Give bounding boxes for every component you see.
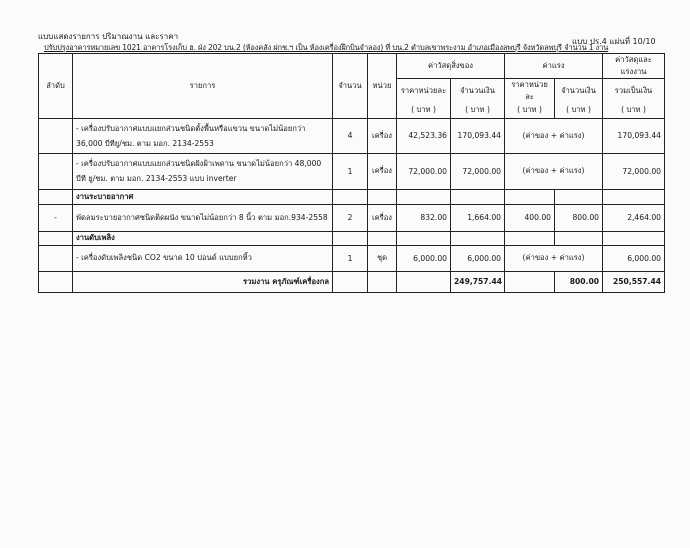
item-qty: 4 <box>333 118 368 153</box>
summary-label: รวมงาน ครุภัณฑ์เครื่องกล <box>73 271 333 292</box>
section-title: งานดับเพลิง <box>73 231 333 245</box>
header-baht: ( บาท ) <box>603 103 665 118</box>
item-description: พัดลมระบายอากาศชนิดติดผนัง ขนาดไม่น้อยกว่า 8 นิ้ว ตาม มอก.934-2558 <box>73 204 333 231</box>
header-baht: ( บาท ) <box>505 103 555 118</box>
item-description: - เครื่องปรับอากาศแบบแยกส่วนชนิดฝังฝ้าเพดาน ขนาดไม่น้อยกว่า 48,000 บีที ยู/ชม. ตาม มอก. 2134-2553 แบบ inverter <box>73 153 333 189</box>
header-total-amount: รวมเป็นเงิน <box>603 79 665 104</box>
header-total: ค่าวัสดุและแรงงาน <box>603 54 665 79</box>
summary-amount: 249,757.44 <box>451 271 505 292</box>
table-row <box>39 204 665 231</box>
header-labor: ค่าแรง <box>505 54 603 79</box>
header-no: ลำดับ <box>39 54 73 119</box>
table-row <box>39 118 665 153</box>
item-amount: 72,000.00 <box>451 153 505 189</box>
item-description: - เครื่องดับเพลิงชนิด CO2 ขนาด 10 ปอนด์ แบบยกหิ้ว <box>73 245 333 271</box>
item-total: 72,000.00 <box>603 153 665 189</box>
document-title: แบบแสดงรายการ ปริมาณงาน และราคา <box>38 32 179 41</box>
summary-total: 250,557.44 <box>603 271 665 292</box>
header-unit-price: ราคาหน่วยละ <box>397 79 451 104</box>
item-total: 6,000.00 <box>603 245 665 271</box>
header-item: รายการ <box>73 54 333 119</box>
section-row <box>39 189 665 204</box>
item-unit: เครื่อง <box>368 153 397 189</box>
item-qty: 1 <box>333 153 368 189</box>
header-unit: หน่วย <box>368 54 397 119</box>
item-total: 2,464.00 <box>603 204 665 231</box>
table-row <box>39 153 665 189</box>
header-qty: จำนวน <box>333 54 368 119</box>
item-unit-price: 6,000.00 <box>397 245 451 271</box>
summary-row <box>39 271 665 292</box>
item-unit-price: 72,000.00 <box>397 153 451 189</box>
table-row <box>39 245 665 271</box>
header-baht: ( บาท ) <box>397 103 451 118</box>
document-subtitle: ปรับปรุงอาคารหมายเลข 1021 อาคารโรงเก็บ ฮ. ฝ่ง 202 บน.2 (ห้องคลัง ฝกช.ฯ เป็น ห้องเครื่องฝึกบินจำลอง) ที่ บน.2 ตำบลเขาพระงาม อำเภอเมืองลพบุรี จังหวัดลพบุรี จำนวน 1 งาน <box>44 43 609 52</box>
labor-note: (ค่าของ + ค่าแรง) <box>505 245 603 271</box>
labor-amount: 800.00 <box>555 204 603 231</box>
header-baht: ( บาท ) <box>555 103 603 118</box>
item-amount: 6,000.00 <box>451 245 505 271</box>
labor-note: (ค่าของ + ค่าแรง) <box>505 153 603 189</box>
item-amount: 1,664.00 <box>451 204 505 231</box>
item-amount: 170,093.44 <box>451 118 505 153</box>
header-amount: จำนวนเงิน <box>451 79 505 104</box>
quantity-price-table <box>38 53 665 293</box>
item-unit-price: 832.00 <box>397 204 451 231</box>
item-total: 170,093.44 <box>603 118 665 153</box>
item-no: - <box>39 204 73 231</box>
item-unit-price: 42,523.36 <box>397 118 451 153</box>
header-material: ค่าวัสดุสิ่งของ <box>397 54 505 79</box>
header-labor-unit-price: ราคาหน่วยละ <box>505 79 555 104</box>
form-reference: แบบ ปร.4 แผ่นที่ 10/10 <box>572 37 656 46</box>
header-baht: ( บาท ) <box>451 103 505 118</box>
labor-unit-price: 400.00 <box>505 204 555 231</box>
section-row <box>39 231 665 245</box>
item-unit: เครื่อง <box>368 204 397 231</box>
item-description: - เครื่องปรับอากาศแบบแยกส่วนชนิดตั้งพื้นหรือแขวน ขนาดไม่น้อยกว่า 36,000 บีทียู/ชม. ตาม มอก. 2134-2553 <box>73 118 333 153</box>
item-qty: 2 <box>333 204 368 231</box>
header-labor-amount: จำนวนเงิน <box>555 79 603 104</box>
summary-labor-amount: 800.00 <box>555 271 603 292</box>
labor-note: (ค่าของ + ค่าแรง) <box>505 118 603 153</box>
item-qty: 1 <box>333 245 368 271</box>
section-title: งานระบายอากาศ <box>73 189 333 204</box>
item-unit: ชุด <box>368 245 397 271</box>
item-unit: เครื่อง <box>368 118 397 153</box>
